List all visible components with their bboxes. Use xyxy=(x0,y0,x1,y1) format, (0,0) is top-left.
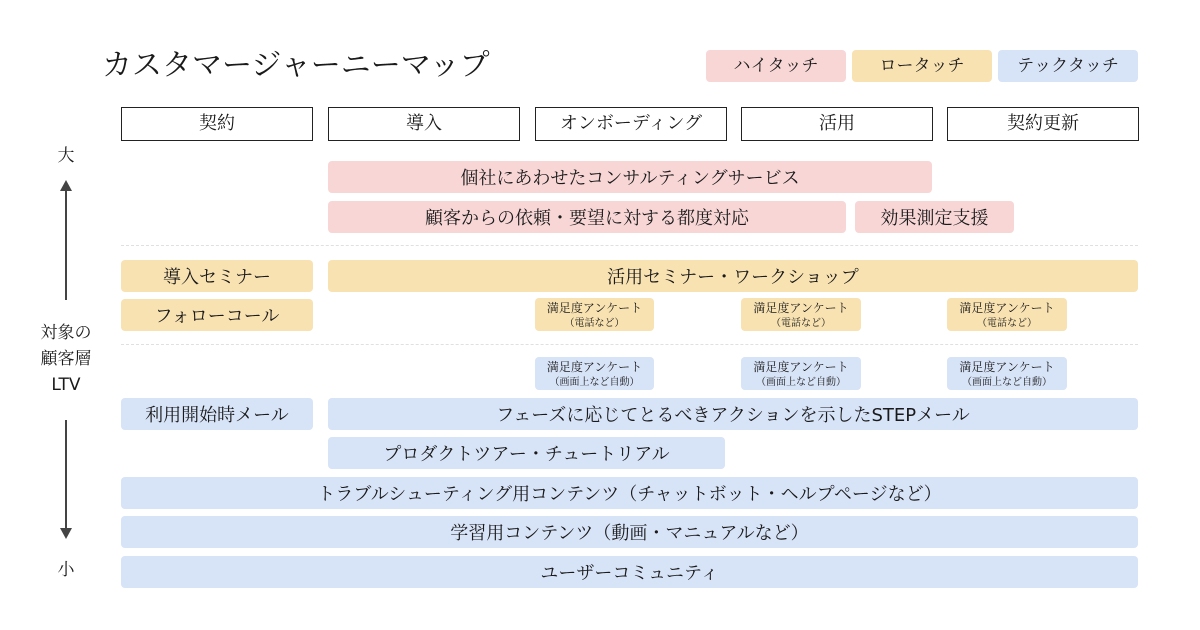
survey-screen xyxy=(741,357,861,390)
survey-phone xyxy=(947,298,1067,331)
intro-seminar: 導入セミナー xyxy=(121,260,313,292)
divider-high-low xyxy=(121,245,1138,246)
survey-phone xyxy=(741,298,861,331)
request-handling: 顧客からの依頼・要望に対する都度対応 xyxy=(328,201,846,233)
stage-introduction: 導入 xyxy=(328,107,520,141)
survey-screen-sub: （画面上など自動） xyxy=(756,376,846,388)
survey-phone-title: 満足度アンケート xyxy=(753,300,849,315)
survey-screen-sub: （画面上など自動） xyxy=(962,376,1052,388)
arrow-down-icon xyxy=(60,528,72,539)
stage-contract: 契約 xyxy=(121,107,313,141)
stage-onboarding: オンボーディング xyxy=(535,107,727,141)
divider-low-tech xyxy=(121,344,1138,345)
usage-seminar-workshop: 活用セミナー・ワークショップ xyxy=(328,260,1138,292)
troubleshooting-content: トラブルシューティング用コンテンツ（チャットボット・ヘルプページなど） xyxy=(121,477,1138,509)
survey-screen-title: 満足度アンケート xyxy=(959,359,1055,374)
survey-phone xyxy=(535,298,654,331)
consulting-service: 個社にあわせたコンサルティングサービス xyxy=(328,161,932,193)
stage-utilization: 活用 xyxy=(741,107,933,141)
axis-line-upper xyxy=(65,190,67,300)
follow-call: フォローコール xyxy=(121,299,313,331)
axis-caption-line: 顧客層 xyxy=(40,349,92,369)
page-title: カスタマージャーニーマップ xyxy=(102,48,490,83)
effect-measurement-support: 効果測定支援 xyxy=(855,201,1014,233)
stage-renewal: 契約更新 xyxy=(947,107,1139,141)
survey-phone-sub: （電話など） xyxy=(977,317,1037,329)
survey-phone-sub: （電話など） xyxy=(564,317,625,329)
survey-screen-sub: （画面上など自動） xyxy=(549,376,640,388)
axis-caption-line: 対象の xyxy=(40,323,92,343)
survey-screen xyxy=(535,357,654,390)
survey-phone-title: 満足度アンケート xyxy=(959,300,1055,315)
axis-caption xyxy=(26,320,106,398)
survey-screen-title: 満足度アンケート xyxy=(753,359,849,374)
step-mail: フェーズに応じてとるべきアクションを示したSTEPメール xyxy=(328,398,1138,430)
legend-high-touch: ハイタッチ xyxy=(706,50,846,82)
user-community: ユーザーコミュニティ xyxy=(121,556,1138,588)
axis-top-label: 大 xyxy=(57,146,75,166)
product-tour: プロダクトツアー・チュートリアル xyxy=(328,437,725,469)
survey-screen xyxy=(947,357,1067,390)
survey-screen-title: 満足度アンケート xyxy=(546,359,643,374)
axis-caption-line: LTV xyxy=(51,375,81,395)
axis-bottom-label: 小 xyxy=(57,560,75,580)
axis-line-lower xyxy=(65,420,67,530)
legend-tech-touch: テックタッチ xyxy=(998,50,1138,82)
survey-phone-title: 満足度アンケート xyxy=(546,300,643,315)
survey-phone-sub: （電話など） xyxy=(771,317,831,329)
learning-content: 学習用コンテンツ（動画・マニュアルなど） xyxy=(121,516,1138,548)
start-mail: 利用開始時メール xyxy=(121,398,313,430)
legend-low-touch: ロータッチ xyxy=(852,50,992,82)
